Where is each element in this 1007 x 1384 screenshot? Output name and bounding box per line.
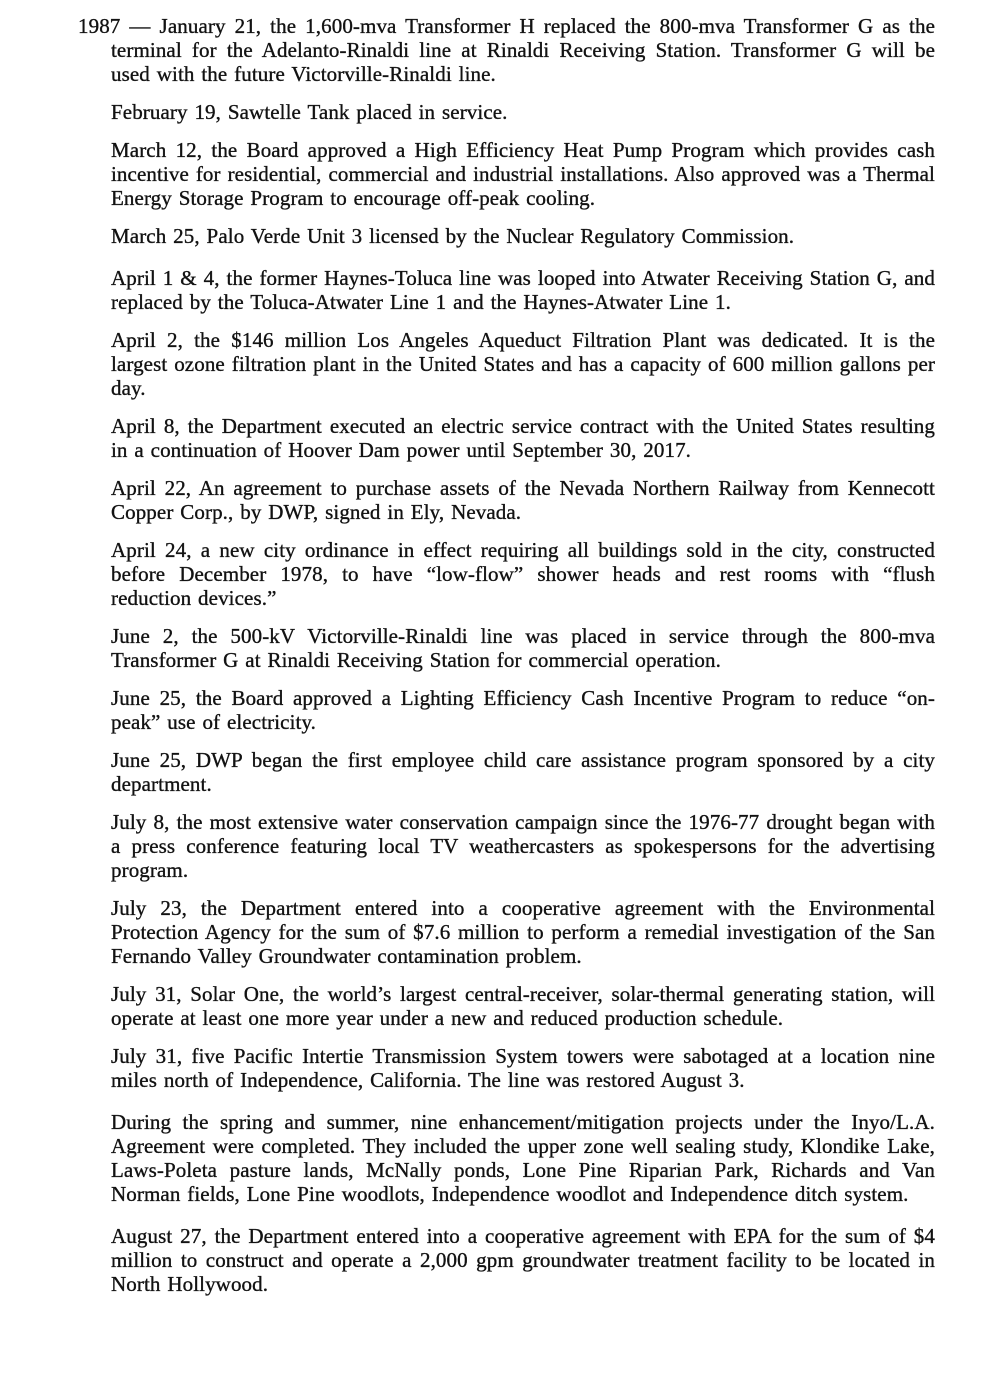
timeline-entry-mar-25: March 25, Palo Verde Unit 3 licensed by the Nuclear Regulatory Commission. (111, 224, 795, 248)
timeline-entry-apr-2: April 2, the $146 million Los Angeles Aqueduct Filtration Plant was dedicated. It is the largest ozone filtration plant in the United States and has a capacity of 600 million gallons per day. (111, 328, 935, 400)
timeline-entry-jul-31-towers: July 31, five Pacific Intertie Transmission System towers were sabotaged at a location nine miles north of Independence, California. The line was restored August 3. (111, 1044, 935, 1092)
timeline-entry-jul-23: July 23, the Department entered into a cooperative agreement with the Environmental Protection Agency for the sum of $7.6 million to perform a remedial investigation of the San Fernando Valley Groundwater contamination problem. (111, 896, 935, 968)
timeline-entry-jul-8: July 8, the most extensive water conservation campaign since the 1976-77 drought began with a press conference featuring local TV weathercasters as spokespersons for the advertising program. (111, 810, 935, 882)
timeline-entry-mar-12: March 12, the Board approved a High Efficiency Heat Pump Program which provides cash incentive for residential, commercial and industrial installations. Also approved was a Thermal Energy Storage Program to encourage off-peak cooling. (111, 138, 935, 210)
timeline-entry-apr-8: April 8, the Department executed an electric service contract with the United States resulting in a continuation of Hoover Dam power until September 30, 2017. (111, 414, 935, 462)
document-page (78, 0, 935, 1296)
timeline-entry-apr-1-4: April 1 & 4, the former Haynes-Toluca line was looped into Atwater Receiving Station G, and replaced by the Toluca-Atwater Line 1 and the Haynes-Atwater Line 1. (111, 266, 935, 314)
timeline-entry-apr-22: April 22, An agreement to purchase assets of the Nevada Northern Railway from Kennecott Copper Corp., by DWP, signed in Ely, Nevada. (111, 476, 935, 524)
timeline-entry-feb-19: February 19, Sawtelle Tank placed in service. (111, 100, 508, 124)
timeline-entry-jun-2: June 2, the 500-kV Victorville-Rinaldi line was placed in service through the 800-mva Transformer G at Rinaldi Receiving Station for commercial operation. (111, 624, 935, 672)
timeline-entry-spring-summer: During the spring and summer, nine enhancement/mitigation projects under the Inyo/L.A. Agreement were completed. They included the upper zone well sealing study, Klondike Lake, Laws-Poleta pasture lands, McNally ponds, Lone Pine Riparian Park, Richards and Van Norman fields, Lone Pine woodlots, Independence woodlot and Independence ditch system. (111, 1110, 935, 1206)
timeline-entry-jun-25-dwp: June 25, DWP began the first employee child care assistance program sponsored by a city department. (111, 748, 935, 796)
timeline-entry-jun-25-board: June 25, the Board approved a Lighting Efficiency Cash Incentive Program to reduce “on-peak” use of electricity. (111, 686, 935, 734)
timeline-entry-aug-27: August 27, the Department entered into a cooperative agreement with EPA for the sum of $4 million to construct and operate a 2,000 gpm groundwater treatment facility to be located in North Hollywood. (111, 1224, 935, 1296)
timeline-entry-1987-jan-21: 1987 — January 21, the 1,600-mva Transformer H replaced the 800-mva Transformer G as the terminal for the Adelanto-Rinaldi line at Rinaldi Receiving Station. Transformer G will be used with the future Victorville-Rinaldi line. (78, 14, 935, 86)
timeline-entry-apr-24: April 24, a new city ordinance in effect requiring all buildings sold in the city, constructed before December 1978, to have “low-flow” shower heads and rest rooms with “flush reduction devices.” (111, 538, 935, 610)
timeline-entry-jul-31-solar: July 31, Solar One, the world’s largest central-receiver, solar-thermal generating station, will operate at least one more year under a new and reduced production schedule. (111, 982, 935, 1030)
